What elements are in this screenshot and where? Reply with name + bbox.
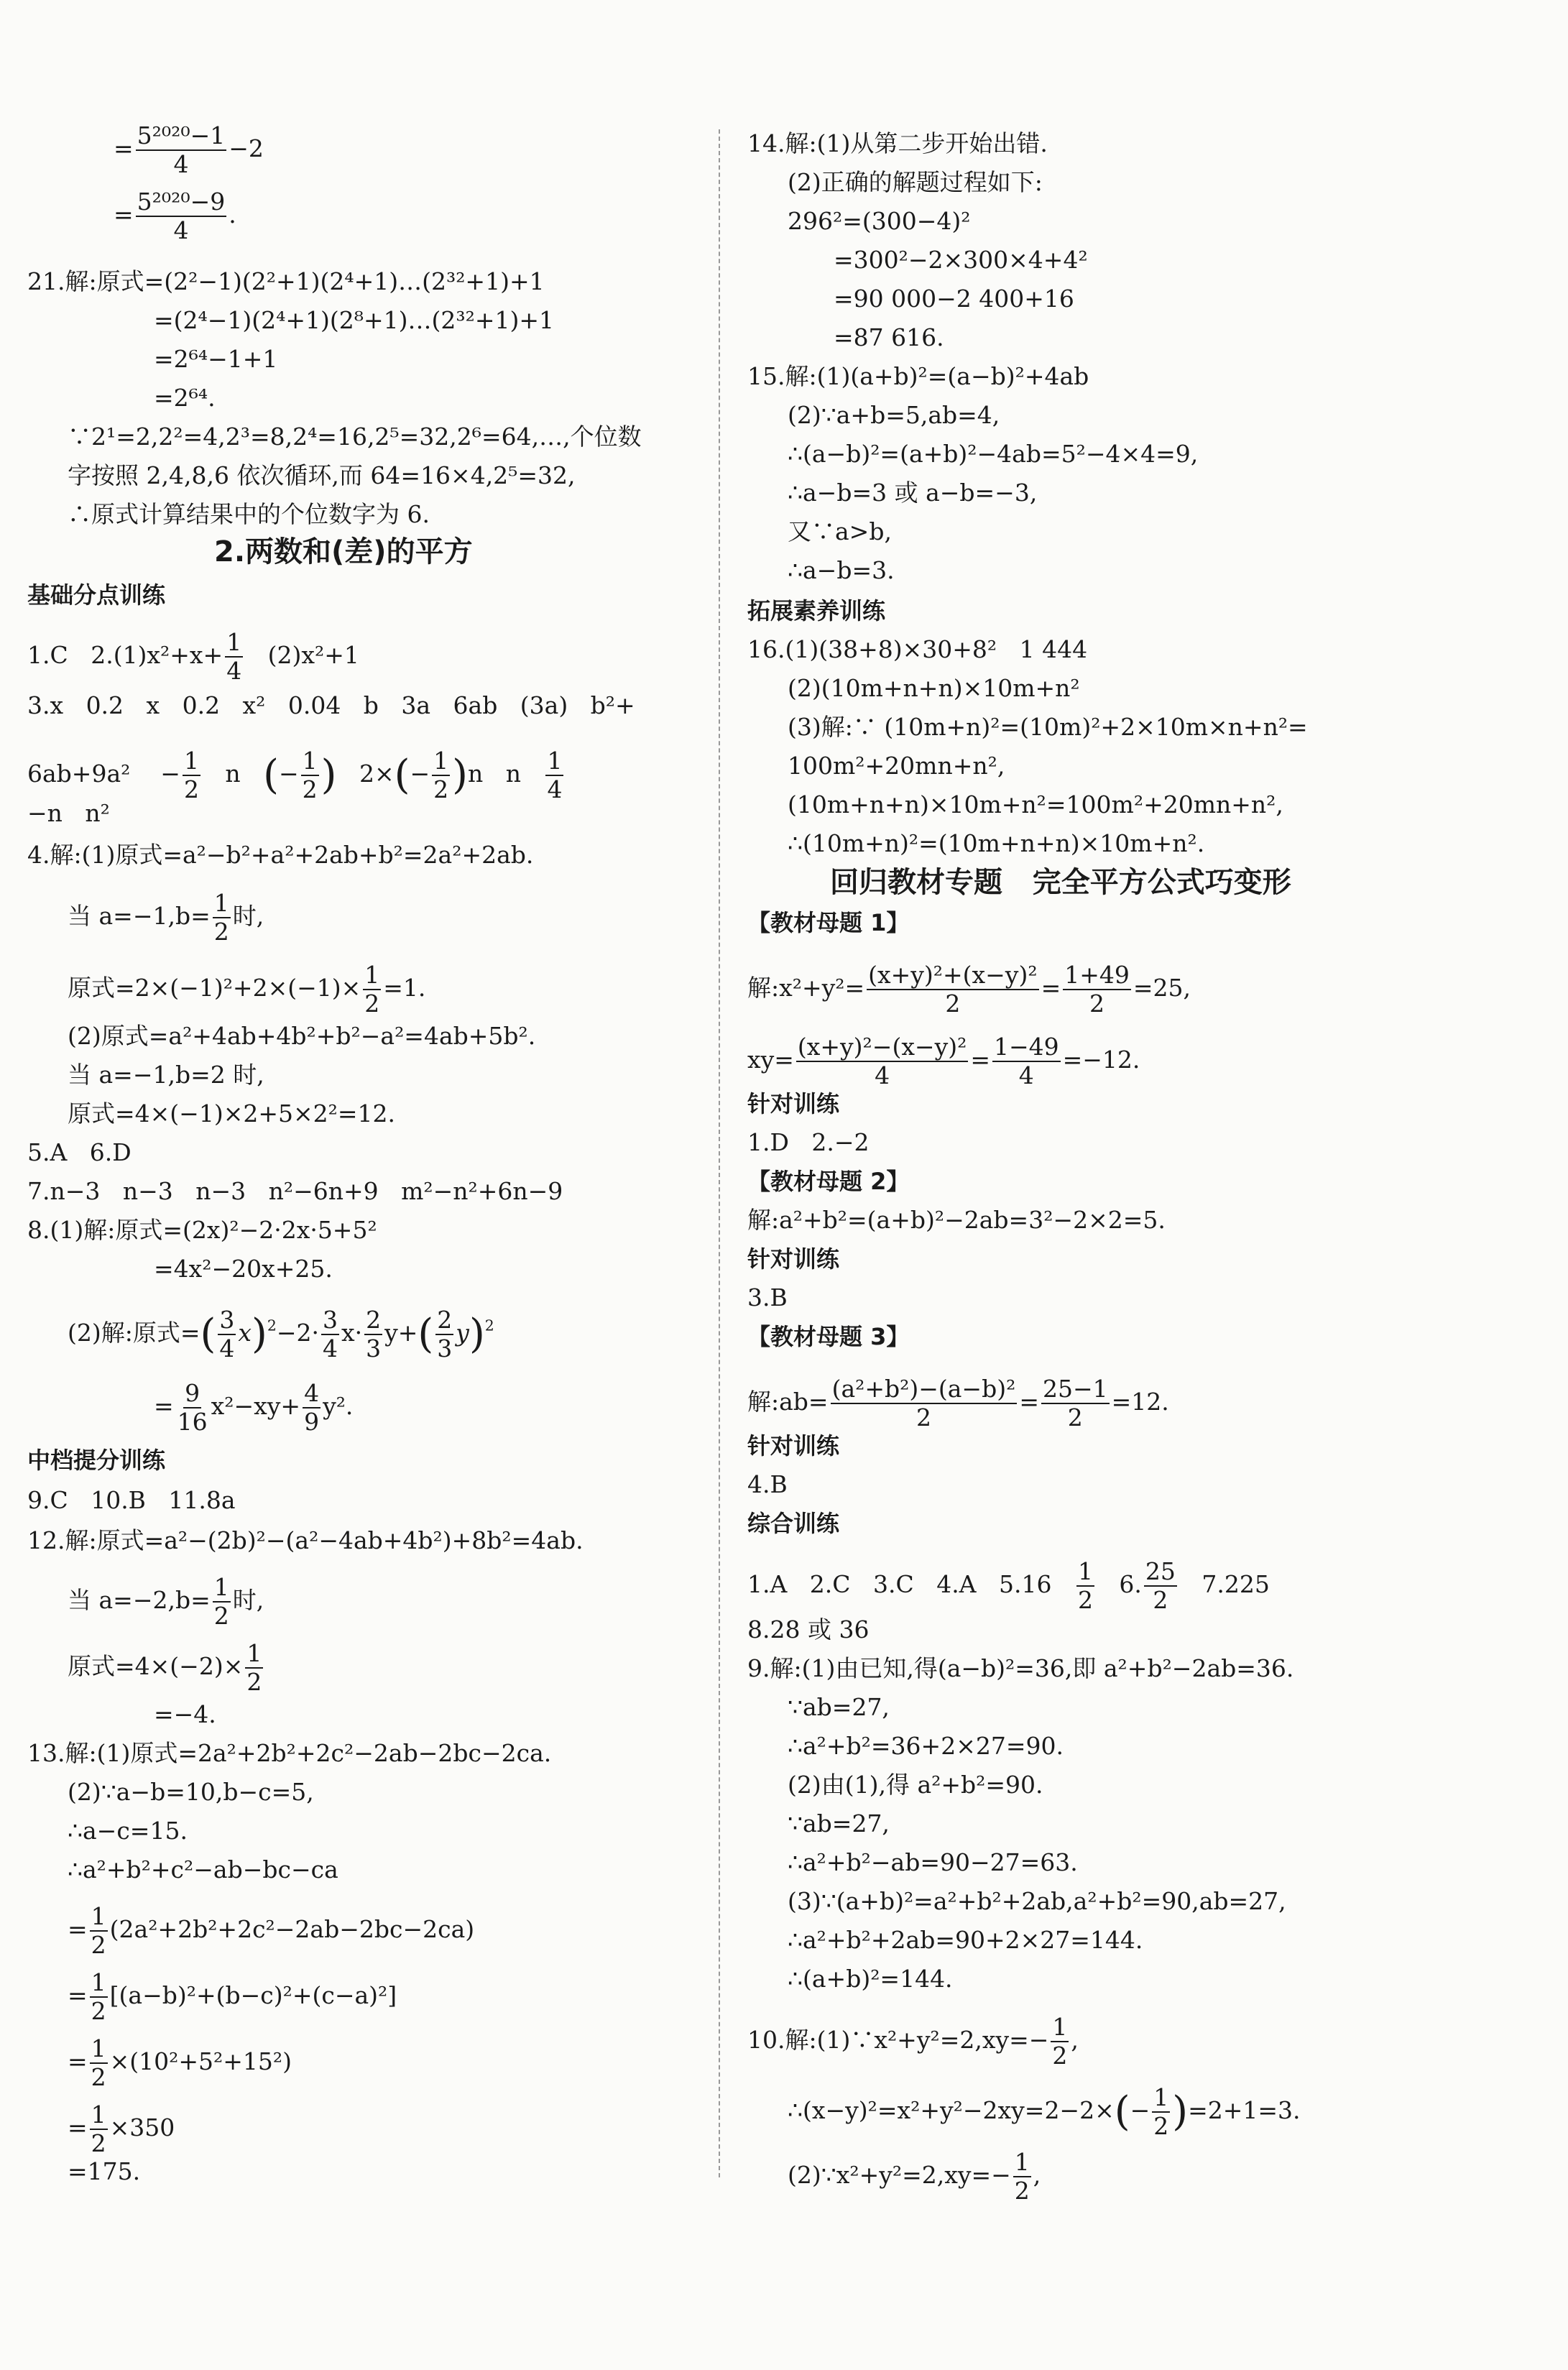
q21-line-1: 21.解:原式=(2²−1)(2²+1)(2⁴+1)…(2³²+1)+1: [27, 267, 545, 295]
q14-line-1: 14.解:(1)从第二步开始出错.: [747, 129, 1048, 157]
fraction: $\frac{\text{(a²+b²)−(a−b)²}}{2}$: [831, 1375, 1016, 1431]
q14-line-3: 296²=(300−4)²: [788, 207, 971, 235]
text: =: [68, 1981, 88, 2009]
fraction: $\frac{4}{9}$: [304, 1379, 320, 1436]
exponent: 2: [267, 1317, 277, 1334]
q13-line-2: (2)∵a−b=10,b−c=5,: [68, 1778, 314, 1806]
fraction: $\frac{1}{2}$: [364, 961, 380, 1018]
text: ,: [1071, 2026, 1079, 2054]
q21-line-3: =2⁶⁴−1+1: [154, 345, 278, 373]
equation-line: [27, 122, 264, 178]
fraction: $\frac{\text{5²⁰²⁰−9}}{4}$: [137, 188, 226, 244]
text: 6.: [1096, 1570, 1142, 1598]
textbook-problem-3: 【教材母题 3】: [747, 1323, 910, 1350]
paren: ): [469, 1311, 485, 1357]
answer-line-1: [27, 629, 359, 685]
heading-practice-1: 针对训练: [747, 1090, 840, 1117]
practice-3-answers: 4.B: [747, 1470, 788, 1498]
text: ×(10²+5²+15²): [109, 2047, 292, 2075]
q14-line-2: (2)正确的解题过程如下:: [788, 168, 1043, 196]
text: 3.x 0.2 x 0.2 x² 0.04 b 3a 6ab (3a) b²+: [27, 691, 635, 719]
q16-line-3: (3)解:∵ (10m+n)²=(10m)²+2×10m×n+n²=: [788, 713, 1308, 741]
column-divider: [719, 129, 720, 2177]
q4-line-2: [27, 890, 264, 946]
text: [(a−b)²+(b−c)²+(c−a)²]: [109, 1981, 397, 2009]
text: =−12.: [1062, 1046, 1140, 1074]
fraction: $\frac{3}{4}$: [219, 1306, 235, 1362]
q9-line-4: (2)由(1),得 a²+b²=90.: [788, 1771, 1043, 1799]
q13-line-5: [27, 1903, 474, 1959]
paren: (: [1114, 2088, 1130, 2135]
q9-line-1: 9.解:(1)由已知,得(a−b)²=36,即 a²+b²−2ab=36.: [747, 1654, 1294, 1682]
text: 6ab+9a² −: [27, 760, 180, 788]
q15-line-4: ∴a−b=3 或 a−b=−3,: [788, 479, 1038, 507]
q9-line-2: ∵ab=27,: [788, 1693, 890, 1721]
q9-line-5: ∵ab=27,: [788, 1809, 890, 1838]
q10-line-2: [747, 2084, 1301, 2140]
text: =: [114, 200, 134, 229]
q15-line-5: 又∵a>b,: [788, 517, 892, 545]
q8-line-3: [27, 1306, 494, 1362]
text: 16.(1)(38+8)×30+8² 1 444: [747, 635, 1088, 663]
fraction: $\frac{1+49}{2}$: [1064, 961, 1130, 1018]
answer-line-3: [27, 691, 635, 720]
fraction: $\frac{1}{2}$: [91, 2101, 106, 2157]
q16-line-1: [747, 635, 1087, 664]
paren: ): [320, 752, 337, 798]
textbook-problem-1: 【教材母题 1】: [747, 909, 910, 936]
text: ×350: [109, 2113, 175, 2141]
text: 解:x²+y²=: [747, 974, 865, 1002]
paren: (: [418, 1311, 434, 1357]
q9-line-3: ∴a²+b²=36+2×27=90.: [788, 1732, 1064, 1760]
paren: ): [452, 752, 469, 798]
q16-line-6: ∴(10m+n)²=(10m+n+n)×10m+n².: [788, 829, 1205, 857]
text: −2: [229, 134, 264, 162]
q4-line-6: 原式=4×(−1)×2+5×2²=12.: [68, 1099, 395, 1128]
text: n: [202, 760, 264, 788]
text: =25,: [1133, 974, 1191, 1002]
text: =: [68, 2047, 88, 2075]
equation-line: [27, 188, 236, 244]
fraction: $\frac{1}{2}$: [91, 2034, 106, 2091]
q21-line-4: =2⁶⁴.: [154, 384, 216, 412]
q8-line-2: =4x²−20x+25.: [154, 1255, 333, 1283]
fraction: $\frac{25}{2}$: [1145, 1557, 1176, 1614]
heading-extension: 拓展素养训练: [747, 597, 886, 624]
m2-line-1: 解:a²+b²=(a+b)²−2ab=3²−2×2=5.: [747, 1206, 1166, 1234]
q14-line-5: =90 000−2 400+16: [834, 285, 1074, 313]
text: −n n²: [27, 799, 110, 827]
text: x²−xy+: [211, 1392, 301, 1420]
fraction: $\frac{3}{4}$: [323, 1306, 338, 1362]
answer-line-3b: [27, 747, 566, 803]
q12-line-2: [27, 1574, 264, 1630]
q13-line-6: [27, 1969, 397, 2025]
q13-line-1: 13.解:(1)原式=2a²+2b²+2c²−2ab−2bc−2ca.: [27, 1739, 552, 1767]
fraction: $\frac{1}{2}$: [91, 1902, 106, 1959]
section-title: 2.两数和(差)的平方: [214, 535, 473, 568]
answer-line-8: 8.28 或 36: [747, 1615, 870, 1643]
q14-line-6: =87 616.: [834, 323, 944, 351]
text: 5.A 6.D: [27, 1138, 132, 1166]
q9-line-6: ∴a²+b²−ab=90−27=63.: [788, 1848, 1078, 1876]
text: =: [154, 1392, 174, 1420]
text: ,: [1033, 2161, 1041, 2189]
q13-line-4: ∴a²+b²+c²−ab−bc−ca: [68, 1855, 338, 1883]
topic-title: [830, 868, 1291, 897]
text: (2)解:原式=: [68, 1319, 200, 1347]
q10-line-3: [747, 2149, 1041, 2205]
paren: (: [263, 752, 280, 798]
text: 原式=2×(−1)²+2×(−1)×: [68, 974, 361, 1002]
q12-line-4: =−4.: [154, 1700, 216, 1728]
fraction: $\frac{1}{2}$: [1014, 2148, 1030, 2205]
q16-line-4: 100m²+20mn+n²,: [788, 752, 1005, 780]
q15-line-3: ∴(a−b)²=(a+b)²−4ab=5²−4×4=9,: [788, 440, 1199, 468]
fraction: $\frac{1}{2}$: [1052, 2013, 1068, 2070]
text: ∴(x−y)²=x²+y²−2xy=2−2×: [788, 2096, 1115, 2124]
text: −2·: [276, 1319, 320, 1347]
text: =: [68, 1915, 88, 1943]
q16-line-2: (2)(10m+n+n)×10m+n²: [788, 674, 1080, 702]
q21-line-7: ∴原式计算结果中的个位数字为 6.: [68, 500, 430, 528]
heading-basic: 基础分点训练: [27, 581, 166, 609]
text: 2×: [336, 760, 395, 788]
paren: ): [1172, 2088, 1189, 2135]
text: 原式=4×(−2)×: [68, 1652, 244, 1680]
heading-practice-2: 针对训练: [747, 1245, 840, 1273]
fraction: $\frac{1}{2}$: [246, 1639, 262, 1696]
q15-line-6: ∴a−b=3.: [788, 556, 895, 584]
heading-practice-3: 针对训练: [747, 1432, 840, 1460]
text: xy=: [747, 1046, 794, 1074]
text: y: [456, 1319, 469, 1347]
text: 当 a=−1,b=: [68, 902, 211, 930]
fraction: $\frac{2}{3}$: [366, 1306, 382, 1362]
text: 时,: [232, 1586, 264, 1614]
q9-line-7: (3)∵(a+b)²=a²+b²+2ab,a²+b²=90,ab=27,: [788, 1887, 1286, 1915]
m3-line-1: [747, 1375, 1169, 1431]
text: −: [410, 760, 430, 788]
textbook-problem-2: 【教材母题 2】: [747, 1168, 910, 1195]
text: y².: [323, 1392, 354, 1420]
text: =1.: [383, 974, 426, 1002]
text: x·: [341, 1319, 363, 1347]
exponent: 2: [484, 1317, 494, 1334]
fraction: $\frac{1}{2}$: [1153, 2083, 1169, 2140]
text: 1.C 2.(1)x²+x+: [27, 641, 223, 669]
text: x: [238, 1319, 252, 1347]
q12-line-3: [27, 1640, 265, 1696]
answer-line-9: [27, 1486, 236, 1515]
text: 解:ab=: [747, 1388, 829, 1416]
text: (2)∵x²+y²=2,xy=−: [788, 2161, 1011, 2189]
text: =: [68, 2113, 88, 2141]
q13-line-9: =175.: [68, 2157, 141, 2185]
fraction: $\frac{1}{2}$: [1077, 1557, 1093, 1614]
text: 9.C 10.B 11.8a: [27, 1486, 236, 1514]
answer-line-7: [27, 1177, 563, 1206]
fraction: $\frac{1}{2}$: [433, 747, 449, 803]
text: 1.D 2.−2: [747, 1128, 870, 1156]
fraction: $\frac{1}{4}$: [226, 628, 242, 685]
answer-line-3c: [27, 799, 110, 828]
q16-line-5: (10m+n+n)×10m+n²=100m²+20mn+n²,: [788, 790, 1283, 819]
fraction: $\frac{1}{4}$: [547, 747, 563, 803]
comprehensive-answers: [747, 1558, 1270, 1614]
fraction: $\frac{9}{16}$: [177, 1379, 208, 1436]
text: =: [114, 134, 134, 162]
text: =: [1041, 974, 1061, 1002]
q8-line-4: [27, 1380, 353, 1436]
fraction: $\frac{1-49}{4}$: [993, 1033, 1059, 1089]
q21-line-5: ∵2¹=2,2²=4,2³=8,2⁴=16,2⁵=32,2⁶=64,…,个位数: [68, 423, 642, 451]
text: 10.解:(1)∵x²+y²=2,xy=−: [747, 2026, 1049, 2054]
q12-line-1: 12.解:原式=a²−(2b)²−(a²−4ab+4b²)+8b²=4ab.: [27, 1526, 584, 1554]
fraction: $\frac{25-1}{2}$: [1042, 1375, 1108, 1431]
q21-line-6: 字按照 2,4,8,6 依次循环,而 64=16×4,2⁵=32,: [68, 461, 576, 489]
practice-1-answers: [747, 1128, 870, 1157]
text: n n: [468, 760, 544, 788]
fraction: $\frac{1}{2}$: [91, 1968, 106, 2025]
paren: (: [200, 1311, 216, 1357]
q15-line-2: (2)∵a+b=5,ab=4,: [788, 401, 1000, 429]
q4-line-3: [27, 962, 425, 1018]
q4-line-4: (2)原式=a²+4ab+4b²+b²−a²=4ab+5b².: [68, 1022, 536, 1050]
fraction: $\frac{1}{2}$: [213, 889, 229, 946]
text: 时,: [232, 902, 264, 930]
q9-line-8: ∴a²+b²+2ab=90+2×27=144.: [788, 1926, 1143, 1954]
fraction: $\frac{1}{2}$: [302, 747, 318, 803]
text: 1.A 2.C 3.C 4.A 5.16: [747, 1570, 1074, 1598]
text: =2+1=3.: [1188, 2096, 1301, 2124]
text: =12.: [1111, 1388, 1169, 1416]
q14-line-4: =300²−2×300×4+4²: [834, 246, 1088, 274]
q9-line-9: ∴(a+b)²=144.: [788, 1965, 953, 1993]
text: 当 a=−2,b=: [68, 1586, 211, 1614]
q13-line-8: [27, 2101, 175, 2157]
q15-line-1: 15.解:(1)(a+b)²=(a−b)²+4ab: [747, 362, 1089, 390]
text: 7.n−3 n−3 n−3 n²−6n+9 m²−n²+6n−9: [27, 1177, 563, 1205]
q4-line-5: 当 a=−1,b=2 时,: [68, 1061, 264, 1089]
fraction: $\frac{1}{2}$: [183, 747, 199, 803]
text: =: [970, 1046, 990, 1074]
text: −: [279, 760, 299, 788]
m1-line-1: [747, 962, 1191, 1018]
heading-comprehensive: 综合训练: [747, 1510, 840, 1537]
fraction: $\frac{\text{5²⁰²⁰−1}}{4}$: [137, 121, 226, 178]
q10-line-1: [747, 2014, 1079, 2070]
practice-2-answers: 3.B: [747, 1283, 788, 1311]
text: (2a²+2b²+2c²−2ab−2bc−2ca): [109, 1915, 475, 1943]
m1-line-2: [747, 1033, 1140, 1089]
fraction: $\frac{\text{(x+y)²−(x−y)²}}{4}$: [797, 1033, 967, 1089]
text: .: [229, 200, 236, 229]
fraction: $\frac{\text{(x+y)²+(x−y)²}}{2}$: [868, 961, 1038, 1018]
text: y+: [384, 1319, 418, 1347]
q21-line-2: =(2⁴−1)(2⁴+1)(2⁸+1)…(2³²+1)+1: [154, 306, 555, 334]
fraction: $\frac{2}{3}$: [437, 1306, 453, 1362]
text: =: [1019, 1388, 1039, 1416]
text: (2)x²+1: [245, 641, 359, 669]
paren: (: [394, 752, 410, 798]
q13-line-7: [27, 2035, 292, 2091]
paren: ): [252, 1311, 267, 1357]
q8-line-1: 8.(1)解:原式=(2x)²−2·2x·5+5²: [27, 1216, 377, 1244]
fraction: $\frac{1}{2}$: [213, 1573, 229, 1630]
q13-line-3: ∴a−c=15.: [68, 1817, 188, 1845]
q4-line-1: 4.解:(1)原式=a²−b²+a²+2ab+b²=2a²+2ab.: [27, 841, 534, 869]
text: −: [1130, 2096, 1150, 2124]
heading-mid: 中档提分训练: [27, 1447, 166, 1474]
text: 7.225: [1179, 1570, 1270, 1598]
text: 回归教材专题 完全平方公式巧变形: [830, 866, 1291, 899]
answer-line-5: [27, 1138, 132, 1167]
